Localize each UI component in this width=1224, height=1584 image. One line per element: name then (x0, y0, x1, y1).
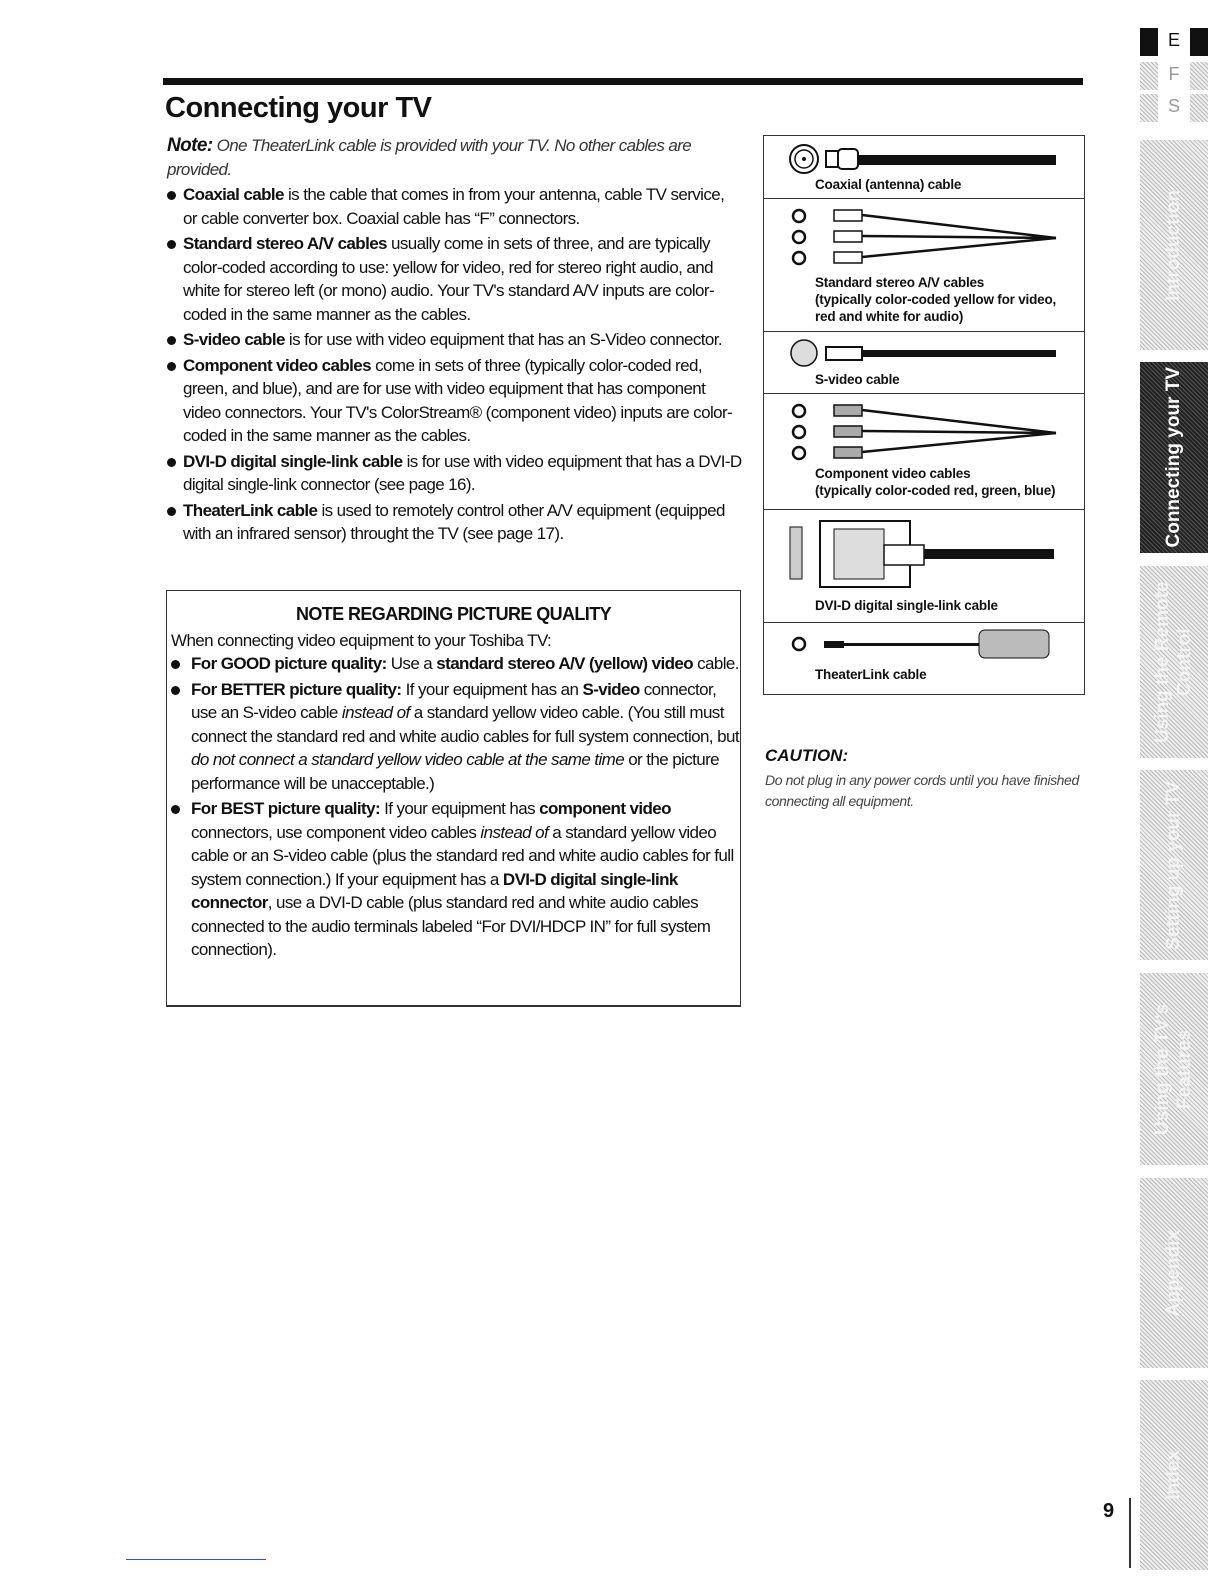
bold-text: S-video cable (183, 330, 285, 349)
caution (765, 746, 1095, 812)
svideo-caption: S-video cable (815, 372, 900, 387)
theaterlink-cable-icon (764, 622, 1084, 662)
component-caption (815, 465, 1055, 499)
tab-remote-control[interactable] (1140, 566, 1208, 758)
caption-line: Component video cables (815, 466, 971, 481)
footer-line (126, 1559, 266, 1560)
bold-text: Component video cables (183, 355, 372, 375)
header-rule (163, 78, 1083, 85)
body-text: is for use with video equipment that has a DVI-D digital single-link connector (see page 16). (183, 451, 742, 494)
note-label: Note: (167, 135, 213, 156)
dvi-cable-icon (764, 509, 1084, 597)
bullet-svideo (167, 328, 742, 352)
body-text: is the cable that comes in from your antenna, cable TV service, or cable converter box. Coaxial cable has “F” connectors. (183, 185, 725, 228)
coaxial-section (764, 136, 1084, 199)
av-section (764, 198, 1084, 332)
italic-text: instead of (341, 703, 410, 722)
bullet-coaxial (167, 183, 742, 230)
tab-connecting-your-tv[interactable] (1140, 362, 1208, 553)
quality-better (171, 678, 740, 796)
note-intro: When connecting video equipment to your Toshiba TV: (171, 630, 552, 650)
quality-good (171, 652, 740, 676)
coaxial-cable-icon (764, 136, 1084, 176)
theaterlink-section (764, 622, 1084, 694)
tab-index[interactable] (1140, 1380, 1208, 1570)
tab-label: Setting up your TV (1163, 780, 1184, 950)
note-heading: NOTE REGARDING PICTURE QUALITY (295, 604, 611, 624)
dvi-section (764, 509, 1084, 623)
bold-text: For BEST picture quality: (191, 799, 381, 818)
av-cables-icon (764, 198, 1084, 274)
page-title: Connecting your TV (165, 92, 432, 124)
body-text: , use a DVI-D cable (plus standard red and white audio cables connected to the audio terminals labeled “For DVI/HDCP IN” for full system connection). (191, 893, 711, 959)
language-tab-english[interactable] (1140, 28, 1208, 56)
bold-text: standard stereo A/V (yellow) video (436, 654, 693, 673)
body-text: is for use with video equipment that has an S-Video connector. (284, 330, 723, 349)
caption-line: red and white for audio) (815, 309, 964, 324)
body-text: Use a (386, 654, 437, 673)
coaxial-caption: Coaxial (antenna) cable (815, 177, 962, 192)
cable-illustrations (763, 135, 1085, 695)
tab-label: Index (1163, 1450, 1184, 1500)
body-text: a standard yellow video cable. (You still must connect the standard red and white audio cables for full system connection, but (191, 703, 739, 746)
language-label: F (1168, 64, 1180, 84)
language-label: E (1167, 30, 1180, 50)
bold-text: For GOOD picture quality: (191, 654, 387, 673)
note-text: One TheaterLink cable is provided with your TV. No other cables are provided. (167, 136, 692, 179)
body-text: connector, use an S-video cable (191, 679, 717, 722)
caption-line: (typically color-coded yellow for video, (815, 292, 1057, 307)
tab-label: Introduction (1163, 189, 1184, 301)
tab-label: Appendix (1163, 1229, 1184, 1317)
tab-appendix[interactable] (1140, 1178, 1208, 1368)
caution-heading: CAUTION: (765, 746, 849, 765)
page-number: 9 (1103, 1500, 1115, 1522)
language-tab-spanish[interactable] (1140, 94, 1208, 122)
bold-text: DVI-D digital single-link connector (191, 869, 678, 912)
bold-text: TheaterLink cable (183, 500, 318, 520)
bold-text: S-video (582, 679, 640, 699)
caption-line: (typically color-coded red, green, blue) (815, 483, 1056, 498)
caption-line: Standard stereo A/V cables (815, 275, 985, 290)
body-text: come in sets of three (typically color-coded red, green, and blue), and are for use with video equipment that has component video connectors. Your TV's ColorStream® (component video) inputs are color-coded in the same manner as the cables. (183, 355, 733, 445)
main-column (167, 134, 742, 548)
body-text: a standard yellow video cable or an S-video cable (plus the standard red and white audio cables for full system connection.) If your equipment has a (191, 822, 734, 889)
bullet-dvi (167, 450, 742, 497)
av-caption (815, 274, 1056, 325)
tab-setting-up[interactable] (1140, 770, 1208, 960)
caution-text: Do not plug in any power cords until you have finished connecting all equipment. (765, 772, 1079, 809)
bold-text: Standard stereo A/V cables (183, 234, 387, 253)
body-text: usually come in sets of three, and are typically color-coded according to use: yellow for video, red for stereo right audio, and white for stereo left (or mono) audio. Your TV's standard A/V inputs are color-coded in the same manner as the cables. (183, 234, 714, 324)
bullet-component (167, 354, 742, 448)
svideo-cable-icon (764, 331, 1084, 371)
tab-features[interactable] (1140, 973, 1208, 1165)
theaterlink-caption: TheaterLink cable (815, 667, 927, 682)
bold-text: component video (539, 799, 671, 818)
body-text: is used to remotely control other A/V equipment (equipped with an infrared sensor) throught the TV (see page 17). (183, 500, 725, 543)
bold-text: Coaxial cable (183, 185, 284, 204)
tab-label: Using the Remote Control (1152, 581, 1195, 743)
bold-text: DVI-D digital single-link cable (183, 451, 403, 471)
body-text: connectors, use component video cables (191, 822, 481, 842)
note (167, 134, 742, 181)
language-label: S (1167, 96, 1180, 116)
tab-introduction[interactable] (1140, 140, 1208, 350)
bullet-av (167, 232, 742, 326)
component-cables-icon (764, 393, 1084, 469)
italic-text: do not connect a standard yellow video cable at the same time (191, 750, 625, 769)
bullet-theaterlink (167, 499, 742, 546)
bold-text: For BETTER picture quality: (191, 679, 402, 699)
dvi-caption: DVI-D digital single-link cable (815, 598, 998, 613)
quality-best (171, 797, 740, 962)
body-text: cable. (693, 654, 739, 673)
picture-quality-note (166, 590, 741, 1007)
svideo-section (764, 331, 1084, 394)
component-section (764, 393, 1084, 510)
italic-text: instead of (480, 822, 549, 842)
tab-label: Connecting your TV (1163, 367, 1184, 548)
language-tab-french[interactable] (1140, 62, 1208, 90)
body-text: If your equipment has an (401, 679, 583, 699)
tab-label: Using the TV's Features (1152, 1003, 1195, 1135)
body-text: or the picture performance will be unacceptable.) (191, 750, 720, 793)
page-number-divider (1129, 1498, 1131, 1568)
body-text: If your equipment has (380, 799, 540, 818)
